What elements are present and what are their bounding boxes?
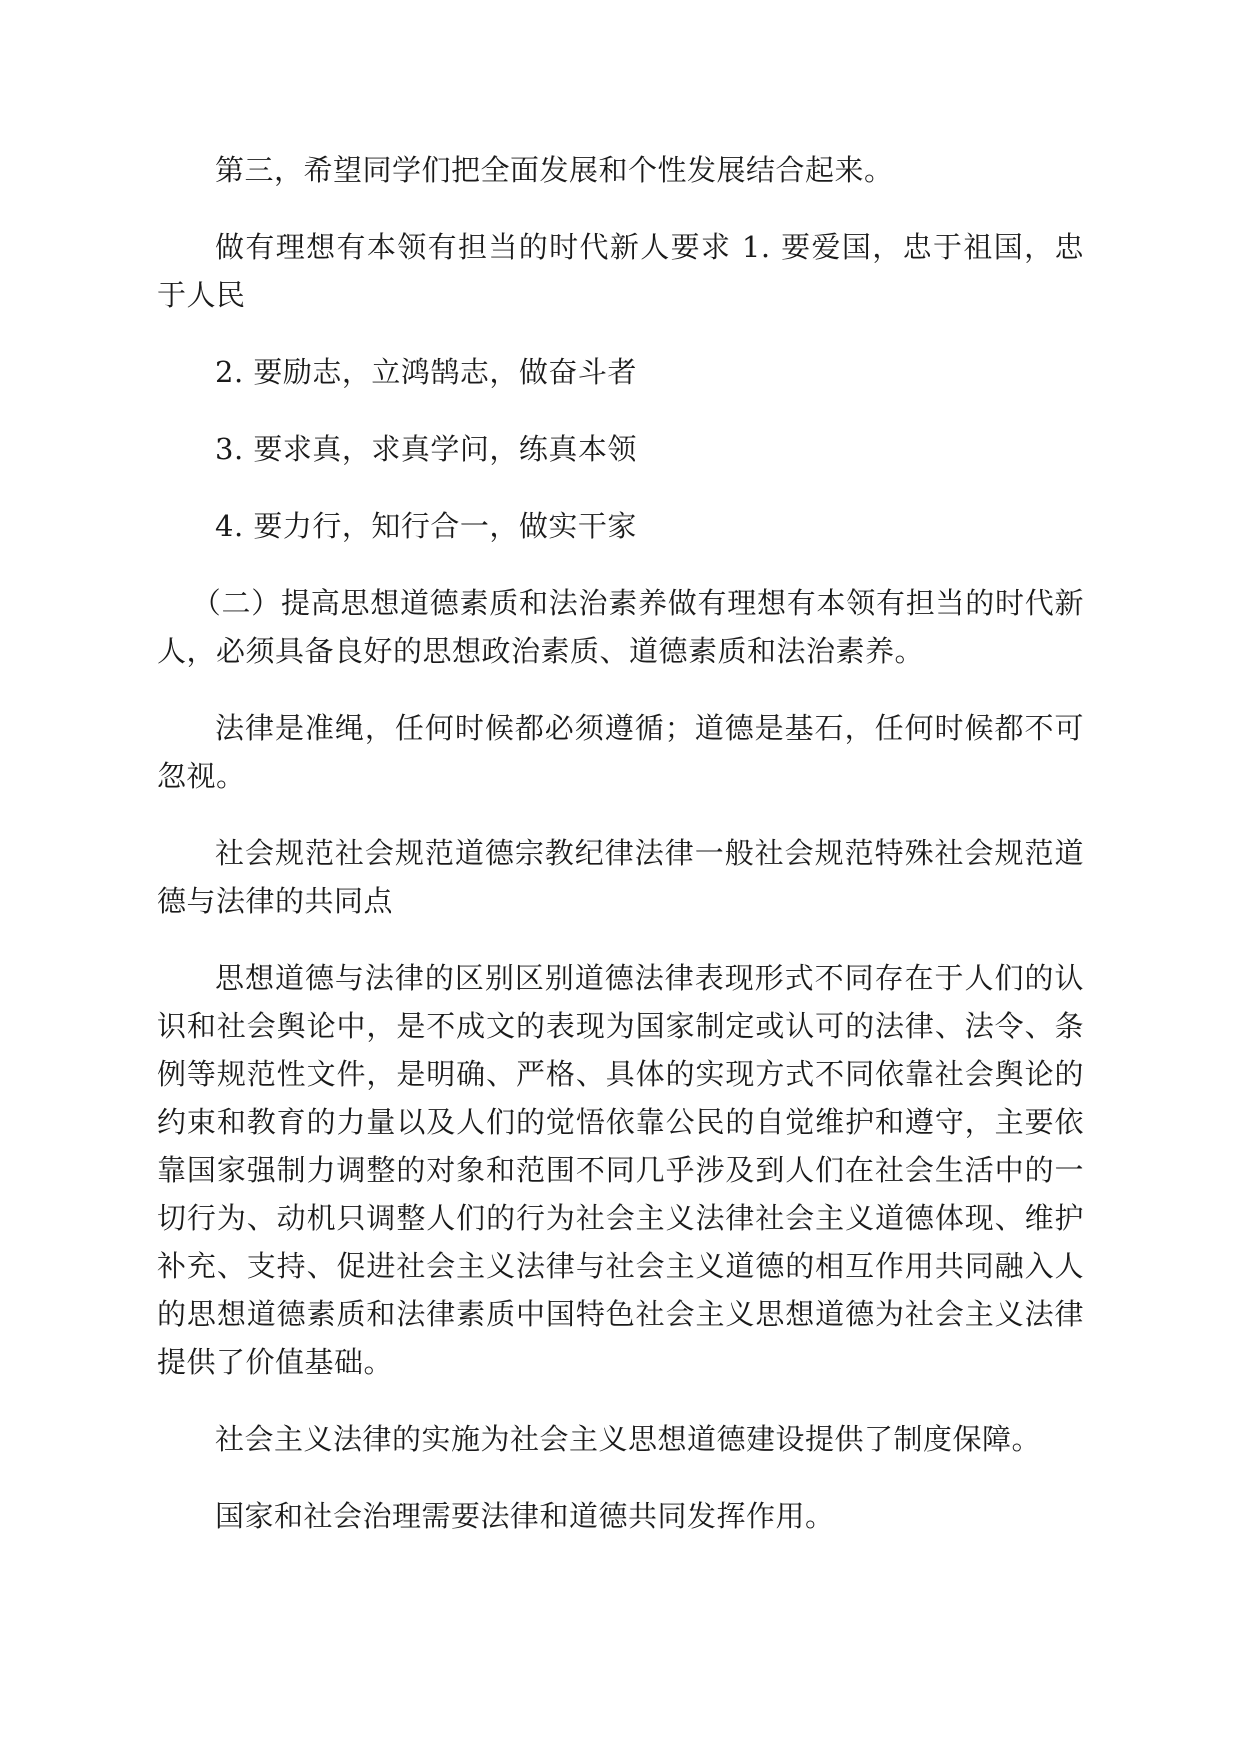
paragraph-item-4: 4. 要力行，知行合一，做实干家 (215, 509, 637, 543)
paragraph-differences: 思想道德与法律的区别区别道德法律表现形式不同存在于人们的认识和社会舆论中，是不成文的表现为国家制定或认可的法律、法令、条例等规范性文件，是明确、严格、具体的实现方式不同依靠社会舆论的约束和教育的力量以及人们的觉悟依靠公民的自觉维护和遵守，主要依靠国家强制力调整的对象和范围不同几乎涉及到人们在社会生活中的一切行为、动机只调整人们的行为社会主义法律社会主义道德体现、维护补充、支持、促进社会主义法律与社会主义道德的相互作用共同融入人的思想道德素质和法律素质中国特色社会主义思想道德为社会主义法律提供了价值基础。 (157, 961, 1084, 1379)
paragraph-new-era-requirements: 做有理想有本领有担当的时代新人要求 1. 要爱国，忠于祖国，忠于人民 (157, 230, 1084, 312)
paragraph-section-two: （二）提高思想道德素质和法治素养做有理想有本领有担当的时代新人，必须具备良好的思想政治素质、道德素质和法治素养。 (157, 586, 1084, 668)
paragraph-third-hope: 第三，希望同学们把全面发展和个性发展结合起来。 (215, 153, 894, 187)
paragraph-social-norms: 社会规范社会规范道德宗教纪律法律一般社会规范特殊社会规范道德与法律的共同点 (157, 836, 1084, 918)
document-body (157, 146, 1084, 1569)
paragraph-item-3: 3. 要求真，求真学问，练真本领 (215, 432, 637, 466)
paragraph-law-and-morality: 法律是准绳，任何时候都必须遵循；道德是基石，任何时候都不可忽视。 (157, 711, 1084, 793)
paragraph-item-2: 2. 要励志，立鸿鹄志，做奋斗者 (215, 355, 637, 389)
paragraph-governance: 国家和社会治理需要法律和道德共同发挥作用。 (215, 1499, 835, 1533)
paragraph-implementation: 社会主义法律的实施为社会主义思想道德建设提供了制度保障。 (215, 1422, 1042, 1456)
